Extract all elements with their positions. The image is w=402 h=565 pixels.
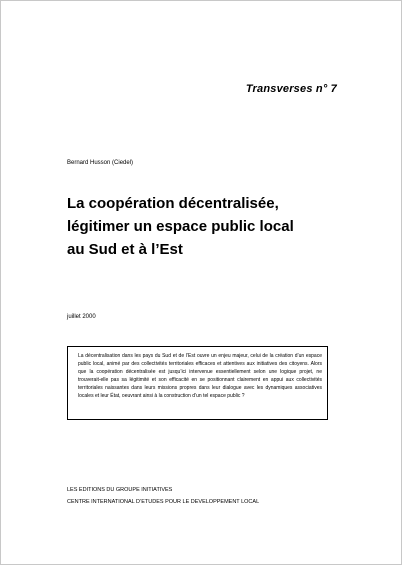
title-line-3: au Sud et à l’Est — [67, 241, 183, 258]
title-line-2: légitimer un espace public local — [67, 218, 294, 235]
title-line-1: La coopération décentralisée, — [67, 195, 279, 212]
publication-date: juillet 2000 — [67, 314, 96, 320]
series-label: Transverses n° 7 — [245, 83, 337, 95]
publisher-line-1: LES EDITIONS DU GROUPE INITIATIVES — [67, 487, 173, 493]
publisher-block — [67, 484, 259, 508]
publisher-line-2: CENTRE INTERNATIONAL D’ETUDES POUR LE DEVELOPPEMENT LOCAL — [67, 499, 260, 505]
author-name: Bernard Husson (Ciedel) — [67, 160, 134, 166]
abstract-box: La décentralisation dans les pays du Sud et de l’Est ouvre un enjeu majeur, celui de la création d’un espace public local, animé par des collectivités territoriales efficaces et attentives aux initiatives des citoyens. Alors que la coopération décentralisée est jusqu’ici intervenue essentiellement selon une logique projet, ne trouverait-elle pas sa légitimité et son efficacité en se positionnant clairement en appui aux collectivités territoriales naissantes dans leurs missions propres dans leur dialogue avec les dynamiques associatives locales et leur État, oeuvrant ainsi à la construction d’un tel espace public ? — [67, 346, 328, 420]
document-title — [67, 192, 367, 261]
